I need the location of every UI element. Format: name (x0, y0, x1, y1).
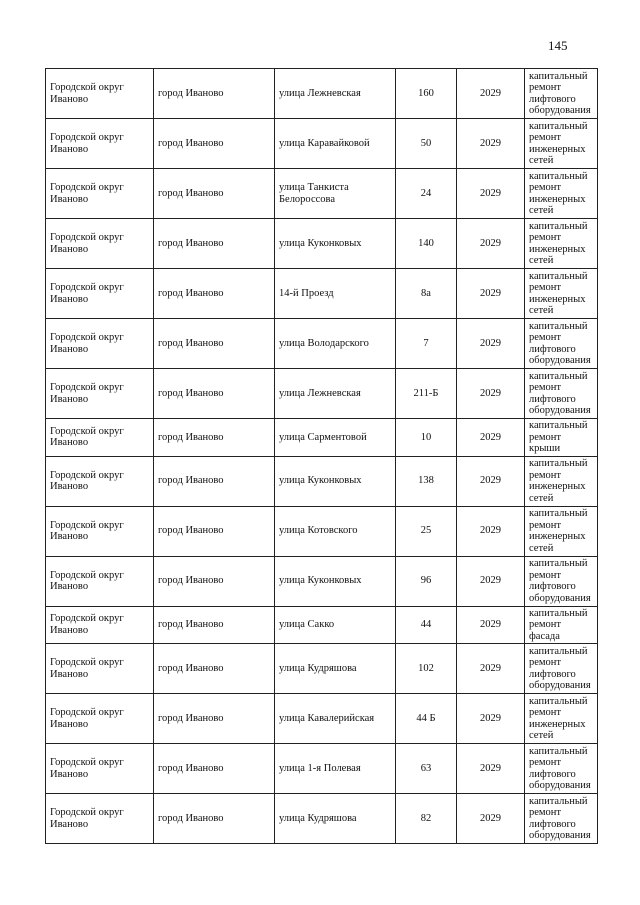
settlement-cell: город Иваново (154, 694, 275, 744)
settlement-cell: город Иваново (154, 269, 275, 319)
street-cell: улица Сакко (275, 606, 396, 644)
table-row (46, 219, 598, 269)
municipality-cell: Городской округ Иваново (46, 269, 154, 319)
municipality-cell: Городской округ Иваново (46, 69, 154, 119)
house-number-cell: 96 (396, 556, 457, 606)
year-cell: 2029 (457, 369, 525, 419)
work-type-cell: капитальный ремонт лифтового оборудования (525, 369, 598, 419)
street-cell: 14-й Проезд (275, 269, 396, 319)
work-type-cell: капитальный ремонт лифтового оборудования (525, 319, 598, 369)
settlement-cell: город Иваново (154, 794, 275, 844)
house-number-cell: 50 (396, 119, 457, 169)
municipality-cell: Городской округ Иваново (46, 319, 154, 369)
settlement-cell: город Иваново (154, 456, 275, 506)
street-cell: улица Каравайковой (275, 119, 396, 169)
municipality-cell: Городской округ Иваново (46, 369, 154, 419)
table-row (46, 606, 598, 644)
work-type-cell: капитальный ремонт лифтового оборудования (525, 69, 598, 119)
work-type-cell: капитальный ремонт лифтового оборудования (525, 644, 598, 694)
table-row (46, 456, 598, 506)
settlement-cell: город Иваново (154, 744, 275, 794)
settlement-cell: город Иваново (154, 219, 275, 269)
work-type-cell: капитальный ремонт инженерных сетей (525, 506, 598, 556)
settlement-cell: город Иваново (154, 69, 275, 119)
street-cell: улица Володарского (275, 319, 396, 369)
work-type-cell: капитальный ремонт лифтового оборудования (525, 794, 598, 844)
table-row (46, 419, 598, 457)
page-number: 145 (548, 38, 568, 53)
house-number-cell: 138 (396, 456, 457, 506)
work-type-cell: капитальный ремонт инженерных сетей (525, 694, 598, 744)
year-cell: 2029 (457, 606, 525, 644)
settlement-cell: город Иваново (154, 556, 275, 606)
table-row (46, 69, 598, 119)
street-cell: улица Куконковых (275, 456, 396, 506)
street-cell: улица Лежневская (275, 69, 396, 119)
street-cell: улица Куконковых (275, 219, 396, 269)
house-number-cell: 44 (396, 606, 457, 644)
repair-schedule-table (45, 68, 598, 844)
municipality-cell: Городской округ Иваново (46, 119, 154, 169)
settlement-cell: город Иваново (154, 319, 275, 369)
settlement-cell: город Иваново (154, 119, 275, 169)
table-row (46, 369, 598, 419)
settlement-cell: город Иваново (154, 369, 275, 419)
year-cell: 2029 (457, 119, 525, 169)
municipality-cell: Городской округ Иваново (46, 694, 154, 744)
street-cell: улица Кудряшова (275, 794, 396, 844)
house-number-cell: 24 (396, 169, 457, 219)
street-cell: улица Кудряшова (275, 644, 396, 694)
work-type-cell: капитальный ремонт инженерных сетей (525, 219, 598, 269)
house-number-cell: 10 (396, 419, 457, 457)
work-type-cell: капитальный ремонт инженерных сетей (525, 119, 598, 169)
year-cell: 2029 (457, 419, 525, 457)
street-cell: улица Танкиста Белороссова (275, 169, 396, 219)
work-type-cell: капитальный ремонт лифтового оборудования (525, 744, 598, 794)
street-cell: улица Куконковых (275, 556, 396, 606)
year-cell: 2029 (457, 794, 525, 844)
house-number-cell: 102 (396, 644, 457, 694)
settlement-cell: город Иваново (154, 606, 275, 644)
house-number-cell: 140 (396, 219, 457, 269)
settlement-cell: город Иваново (154, 419, 275, 457)
table-row (46, 794, 598, 844)
table-row (46, 506, 598, 556)
work-type-cell: капитальный ремонт крыши (525, 419, 598, 457)
table-row (46, 556, 598, 606)
house-number-cell: 44 Б (396, 694, 457, 744)
settlement-cell: город Иваново (154, 644, 275, 694)
house-number-cell: 7 (396, 319, 457, 369)
house-number-cell: 211-Б (396, 369, 457, 419)
table-row (46, 169, 598, 219)
municipality-cell: Городской округ Иваново (46, 744, 154, 794)
municipality-cell: Городской округ Иваново (46, 644, 154, 694)
street-cell: улица Лежневская (275, 369, 396, 419)
table-row (46, 694, 598, 744)
municipality-cell: Городской округ Иваново (46, 219, 154, 269)
municipality-cell: Городской округ Иваново (46, 419, 154, 457)
municipality-cell: Городской округ Иваново (46, 169, 154, 219)
street-cell: улица Котовского (275, 506, 396, 556)
table-row (46, 269, 598, 319)
table-row (46, 319, 598, 369)
work-type-cell: капитальный ремонт инженерных сетей (525, 456, 598, 506)
house-number-cell: 63 (396, 744, 457, 794)
year-cell: 2029 (457, 644, 525, 694)
year-cell: 2029 (457, 694, 525, 744)
house-number-cell: 8а (396, 269, 457, 319)
year-cell: 2029 (457, 744, 525, 794)
year-cell: 2029 (457, 269, 525, 319)
house-number-cell: 82 (396, 794, 457, 844)
table-row (46, 744, 598, 794)
year-cell: 2029 (457, 556, 525, 606)
settlement-cell: город Иваново (154, 169, 275, 219)
street-cell: улица Сарментовой (275, 419, 396, 457)
municipality-cell: Городской округ Иваново (46, 606, 154, 644)
work-type-cell: капитальный ремонт инженерных сетей (525, 269, 598, 319)
work-type-cell: капитальный ремонт лифтового оборудования (525, 556, 598, 606)
year-cell: 2029 (457, 319, 525, 369)
table-row (46, 644, 598, 694)
year-cell: 2029 (457, 456, 525, 506)
year-cell: 2029 (457, 219, 525, 269)
municipality-cell: Городской округ Иваново (46, 506, 154, 556)
work-type-cell: капитальный ремонт фасада (525, 606, 598, 644)
municipality-cell: Городской округ Иваново (46, 556, 154, 606)
table-row (46, 119, 598, 169)
year-cell: 2029 (457, 169, 525, 219)
house-number-cell: 160 (396, 69, 457, 119)
year-cell: 2029 (457, 506, 525, 556)
street-cell: улица 1-я Полевая (275, 744, 396, 794)
settlement-cell: город Иваново (154, 506, 275, 556)
municipality-cell: Городской округ Иваново (46, 456, 154, 506)
municipality-cell: Городской округ Иваново (46, 794, 154, 844)
house-number-cell: 25 (396, 506, 457, 556)
year-cell: 2029 (457, 69, 525, 119)
street-cell: улица Кавалерийская (275, 694, 396, 744)
work-type-cell: капитальный ремонт инженерных сетей (525, 169, 598, 219)
